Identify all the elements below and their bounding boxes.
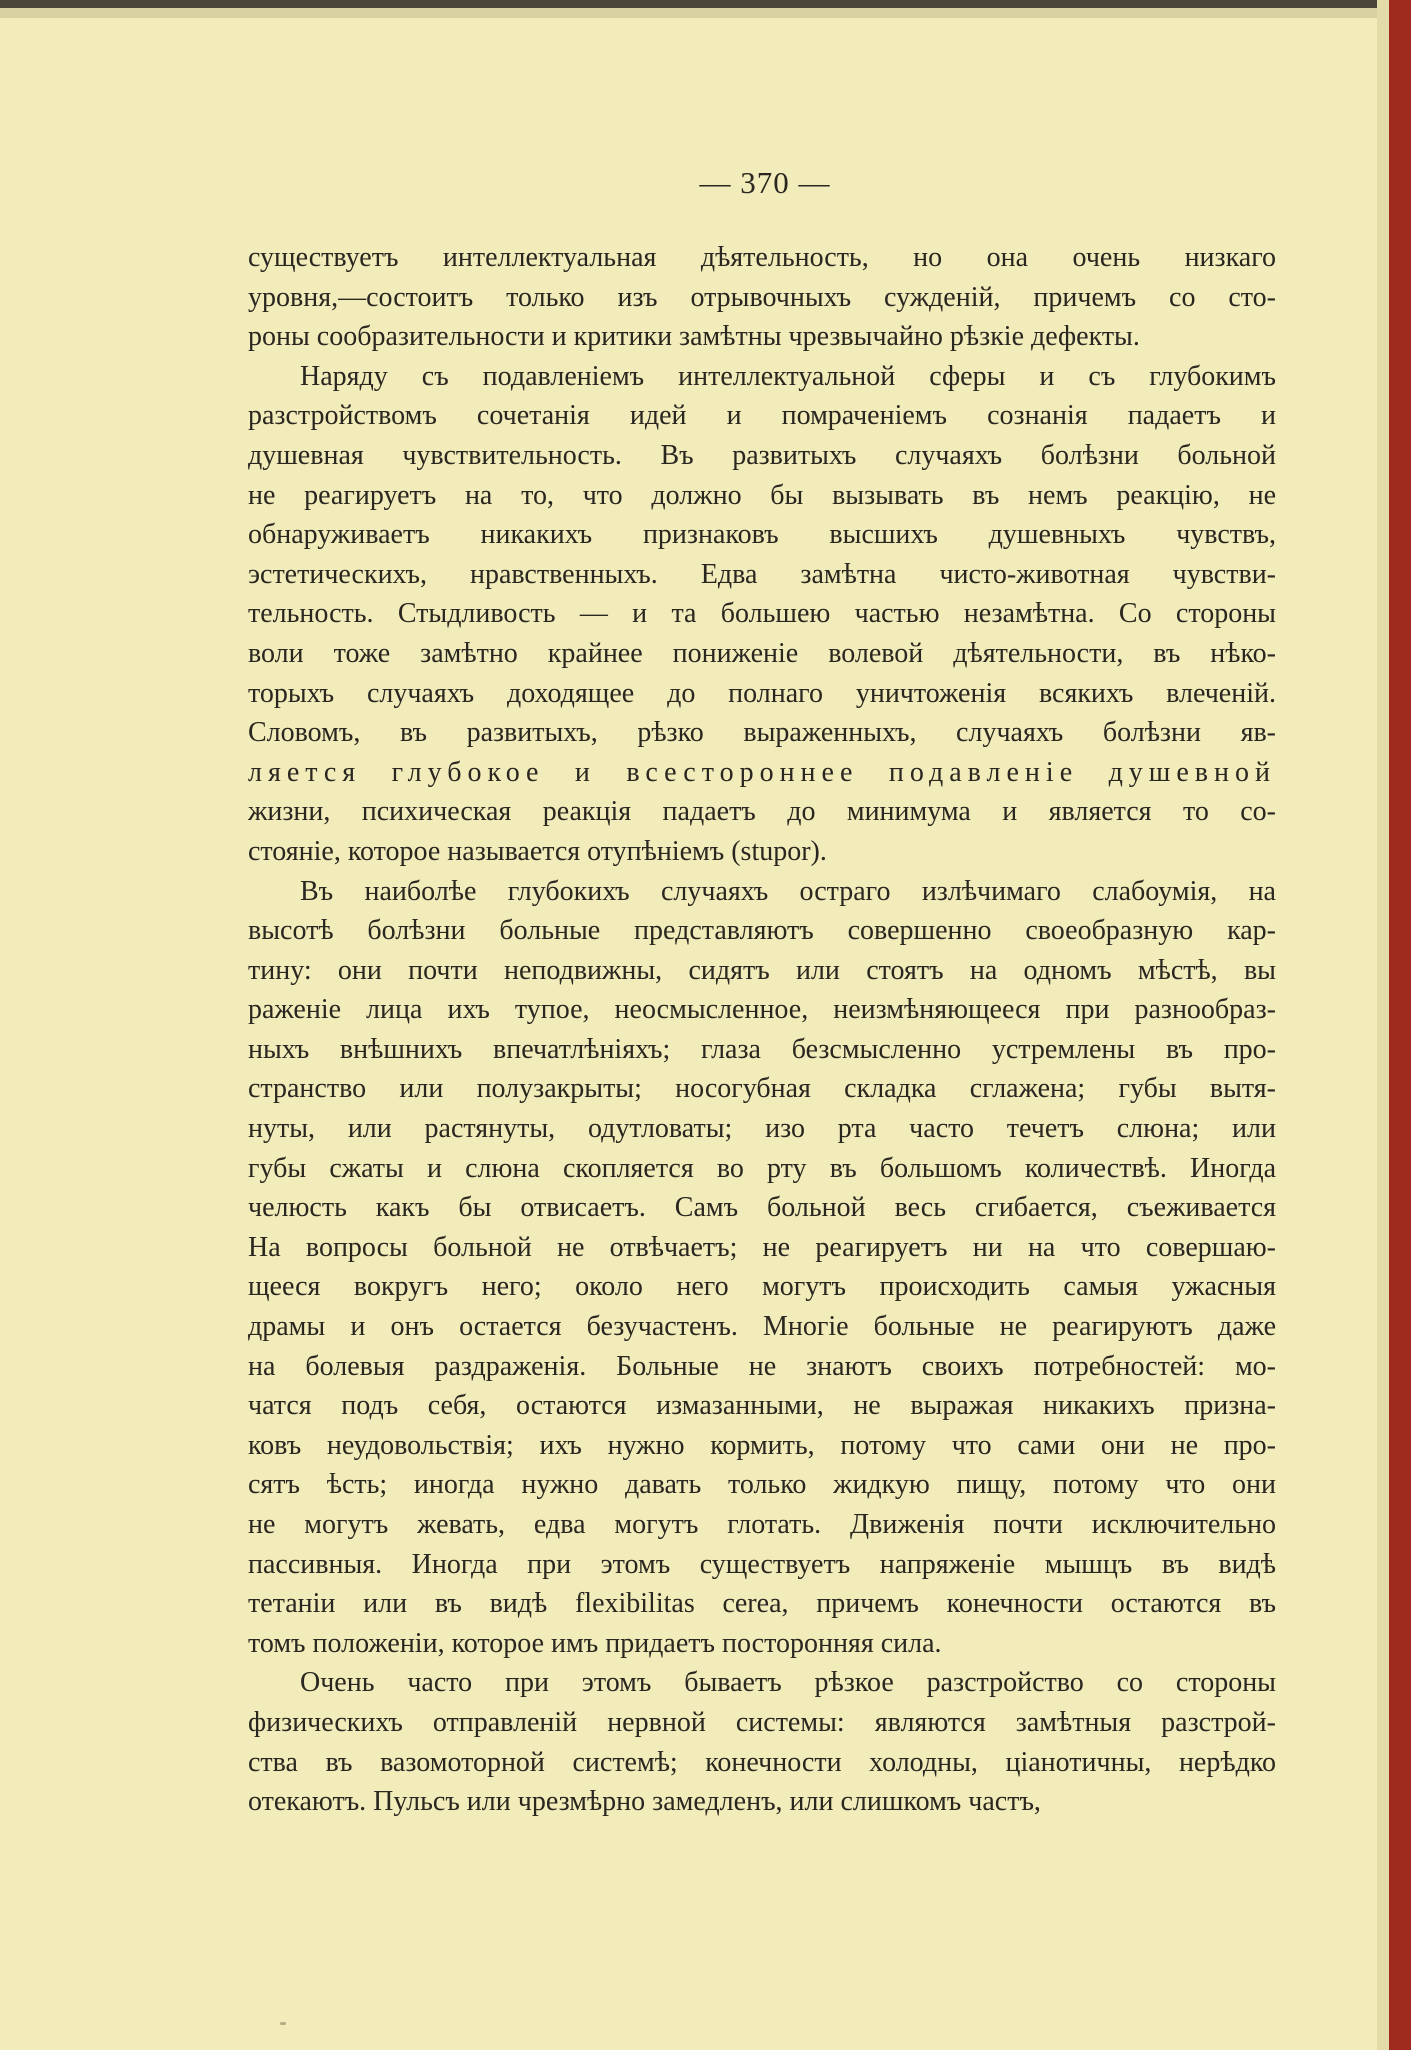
text-line: На вопросы больной не отвѣчаетъ; не реагируетъ ни на что совершаю- bbox=[248, 1231, 1276, 1263]
text-line: отекаютъ. Пульсъ или чрезмѣрно замедленъ, или слишкомъ частъ, bbox=[248, 1786, 1041, 1818]
text-line: обнаруживаетъ никакихъ признаковъ высшихъ душевныхъ чувствъ, bbox=[248, 519, 1276, 551]
text-line: ляется глубокое и всестороннее подавленіе душевной bbox=[248, 756, 1276, 788]
text-line: жизни, психическая реакція падаетъ до минимума и является то со- bbox=[248, 796, 1276, 828]
text-line: драмы и онъ остается безучастенъ. Многіе больные не реагируютъ даже bbox=[248, 1311, 1276, 1343]
text-line: нуты, или растянуты, одутловаты; изо рта часто течетъ слюна; или bbox=[248, 1113, 1276, 1145]
text-line: Наряду съ подавленіемъ интеллектуальной сферы и съ глубокимъ bbox=[300, 360, 1276, 392]
text-line: торыхъ случаяхъ доходящее до полнаго уничтоженія всякихъ влеченій. bbox=[248, 677, 1276, 709]
body-text bbox=[248, 238, 1276, 1822]
book-spine-edge bbox=[1389, 0, 1411, 2050]
text-line: уровня,—состоитъ только изъ отрывочныхъ сужденій, причемъ со сто- bbox=[248, 281, 1276, 313]
text-line: томъ положеніи, которое имъ придаетъ посторонняя сила. bbox=[248, 1627, 942, 1659]
text-line: Въ наиболѣе глубокихъ случаяхъ остраго излѣчимаго слабоумія, на bbox=[300, 875, 1276, 907]
text-line: высотѣ болѣзни больные представляютъ совершенно своеобразную кар- bbox=[248, 915, 1276, 947]
paragraph bbox=[248, 238, 1276, 357]
text-line: стояніе, которое называется отупѣніемъ (stupor). bbox=[248, 835, 827, 867]
text-line: роны сообразительности и критики замѣтны чрезвычайно рѣзкіе дефекты. bbox=[248, 321, 1140, 353]
text-line: воли тоже замѣтно крайнее пониженіе волевой дѣятельности, въ нѣко- bbox=[248, 637, 1276, 669]
text-line: тельность. Стыдливость — и та большею частью незамѣтна. Со стороны bbox=[248, 598, 1276, 630]
text-line: странство или полузакрыты; носогубная складка сглажена; губы вытя- bbox=[248, 1073, 1276, 1105]
scan-top-edge bbox=[0, 0, 1411, 8]
text-line: Словомъ, въ развитыхъ, рѣзко выраженныхъ, случаяхъ болѣзни яв- bbox=[248, 717, 1276, 749]
text-line: разстройствомъ сочетанія идей и помраченіемъ сознанія падаетъ и bbox=[248, 400, 1276, 432]
scan-top-shadow bbox=[0, 8, 1411, 18]
paragraph bbox=[248, 1663, 1276, 1821]
text-line: ковъ неудовольствія; ихъ нужно кормить, потому что сами они не про- bbox=[248, 1429, 1276, 1461]
paragraph bbox=[248, 872, 1276, 1664]
text-line: чатся подъ себя, остаются измазанными, не выражая никакихъ призна- bbox=[248, 1390, 1276, 1422]
text-line: не могутъ жевать, едва могутъ глотать. Движенія почти исключительно bbox=[248, 1509, 1276, 1540]
page-number: — 370 — bbox=[699, 165, 831, 200]
text-line: физическихъ отправленій нервной системы: являются замѣтныя разстрой- bbox=[248, 1706, 1276, 1738]
paper-speck bbox=[280, 2022, 286, 2025]
text-line: существуетъ интеллектуальная дѣятельность, но она очень низкаго bbox=[248, 242, 1276, 273]
text-line: челюсть какъ бы отвисаетъ. Самъ больной весь сгибается, съеживается bbox=[248, 1192, 1276, 1224]
text-line: душевная чувствительность. Въ развитыхъ случаяхъ болѣзни больной bbox=[248, 439, 1276, 471]
text-line: пассивныя. Иногда при этомъ существуетъ напряженіе мышцъ въ видѣ bbox=[248, 1548, 1276, 1580]
text-line: эстетическихъ, нравственныхъ. Едва замѣтна чисто-животная чувстви- bbox=[248, 558, 1276, 590]
text-line: тетаніи или въ видѣ flexibilitas cerea, причемъ конечности остаются въ bbox=[248, 1588, 1276, 1620]
text-line: тину: они почти неподвижны, сидятъ или стоятъ на одномъ мѣстѣ, вы bbox=[248, 954, 1276, 986]
text-line: ныхъ внѣшнихъ впечатлѣніяхъ; глаза безсмысленно устремлены въ про- bbox=[248, 1033, 1276, 1065]
text-line: сятъ ѣсть; иногда нужно давать только жидкую пищу, потому что они bbox=[248, 1469, 1276, 1501]
text-line: на болевыя раздраженія. Больные не знаютъ своихъ потребностей: мо- bbox=[248, 1350, 1276, 1382]
text-line: щееся вокругъ него; около него могутъ происходить самыя ужасныя bbox=[248, 1271, 1276, 1303]
text-line: раженіе лица ихъ тупое, неосмысленное, неизмѣняющееся при разнообраз- bbox=[248, 994, 1276, 1026]
text-line: ства въ вазомоторной системѣ; конечности холодны, ціанотичны, нерѣдко bbox=[248, 1746, 1276, 1778]
text-line: Очень часто при этомъ бываетъ рѣзкое разстройство со стороны bbox=[300, 1667, 1276, 1699]
text-line: не реагируетъ на то, что должно бы вызывать въ немъ реакцію, не bbox=[248, 479, 1276, 511]
paragraph bbox=[248, 357, 1276, 872]
page-right-margin bbox=[1377, 0, 1389, 2050]
text-line: губы сжаты и слюна скопляется во рту въ большомъ количествѣ. Иногда bbox=[248, 1152, 1276, 1184]
